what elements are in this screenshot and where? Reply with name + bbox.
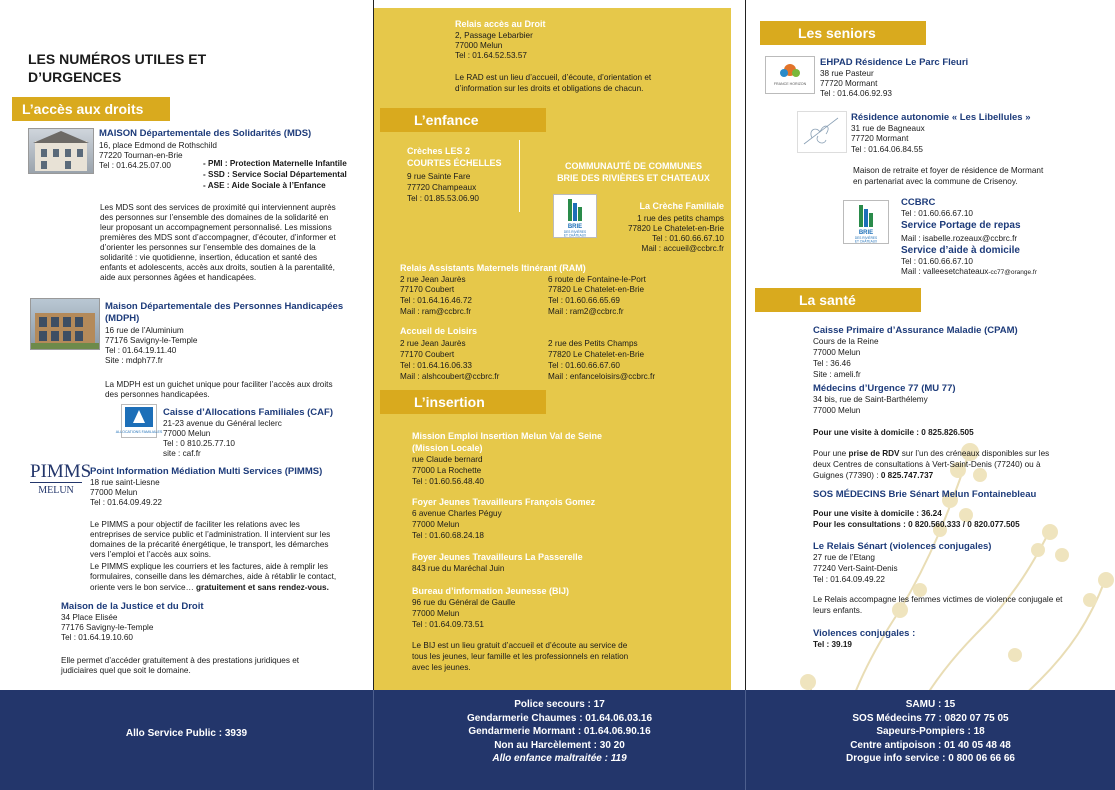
pimms-desc-line: entreprises de service public et l’administration. Il intervient sur les <box>90 530 331 539</box>
footer-middle-block <box>374 698 745 766</box>
footer-antipoison: Centre antipoison : 01 40 05 48 48 <box>850 739 1011 751</box>
ccbrc-seniors-name: CCBRC <box>901 197 936 208</box>
loisirs-right-phone: Tel : 01.60.66.67.60 <box>548 361 620 370</box>
bij-city: 77000 Melun <box>412 609 460 618</box>
mu77-address: 34 bis, rue de Saint-Barthélemy <box>813 395 928 404</box>
loisirs-left-address: 2 rue Jean Jaurès <box>400 339 466 348</box>
rad-desc-line: Le RAD est un lieu d’accueil, d’écoute, d’orientation et <box>455 73 652 82</box>
section-sante: La santé <box>755 288 921 312</box>
pimms-desc-last-normal: oriente vers le bon service… <box>90 583 197 592</box>
ehpad-city: 77720 Mormant <box>820 79 878 88</box>
pimms-city: 77000 Melun <box>90 488 138 497</box>
mdph-name-line-2: (MDPH) <box>105 313 140 324</box>
section-seniors: Les seniors <box>760 21 926 45</box>
pimms-logo-top: PIMMS <box>30 461 92 482</box>
violences-name: Violences conjugales : <box>813 628 916 639</box>
pimms-desc-line: vers l’emploi et l’accès aux soins. <box>90 550 212 559</box>
bij-name: Bureau d’information Jeunesse (BIJ) <box>412 586 570 596</box>
loisirs-right-mail: Mail : enfanceloisirs@ccbrc.fr <box>548 372 656 381</box>
mission-address: rue Claude bernard <box>412 455 483 464</box>
justice-address: 34 Place Elisée <box>61 613 118 622</box>
pimms-desc-last-line <box>90 583 329 593</box>
pimms-desc-last-bold: gratuitement et sans rendez-vous. <box>196 583 329 592</box>
loisirs-right-city: 77820 Le Chatelet-en-Brie <box>548 350 645 359</box>
creche-familiale-city: 77820 Le Chatelet-en-Brie <box>627 224 724 233</box>
ccbrc-seniors-logo-brie: BRIE <box>858 230 874 236</box>
ccbrc-aide-mail <box>901 267 1037 278</box>
mdph-building-photo <box>30 298 100 350</box>
mds-desc-line: aide aux personnes âgées et handicapées. <box>100 273 257 282</box>
fjt-gomez-phone: Tel : 01.60.68.24.18 <box>412 531 484 540</box>
pimms-logo <box>30 461 92 498</box>
ccbrc-seniors-logo-chateaux: ET CHÂTEAUX <box>854 239 878 244</box>
caf-phone: Tel : 0 810.25.77.10 <box>163 439 235 448</box>
ccbrc-seniors-phone: Tel : 01.60.66.67.10 <box>901 209 973 218</box>
relais-senart-desc-line: leurs enfants. <box>813 606 863 615</box>
ccbrc-heading-line-1: COMMUNAUTÉ DE COMMUNES <box>565 161 702 171</box>
creches-name-line-1: Crèches LES 2 <box>407 146 471 156</box>
mds-desc-line: enfants et adolescents, accès aux droits, soutien à la parentalité, <box>100 263 335 272</box>
ram-left-mail: Mail : ram@ccbrc.fr <box>400 307 472 316</box>
sos-medecins-name: SOS MÉDECINS Brie Sénart Melun Fontainebleau <box>813 489 1037 500</box>
footer-service-public: Allo Service Public : 3939 <box>125 728 248 739</box>
ehpad-phone: Tel : 01.64.06.92.93 <box>820 89 892 98</box>
mds-desc-line: premières des MDS sont d’accompagner, d’écouter, d’informer et <box>100 233 336 242</box>
bij-desc-line: Le BIJ est un lieu gratuit d’accueil et d’écoute au service de <box>412 641 628 650</box>
mds-city: 77220 Tournan-en-Brie <box>99 151 183 160</box>
ram-left-phone: Tel : 01.64.16.46.72 <box>400 296 472 305</box>
ccbrc-aide-mail-domain: -cc77@orange.fr <box>988 269 1037 276</box>
ccbrc-portage-title: Service Portage de repas <box>901 220 1021 231</box>
page-title-line-1: LES NUMÉROS UTILES ET <box>28 51 207 67</box>
mds-name: MAISON Départementale des Solidarités (MDS) <box>99 128 312 139</box>
loisirs-left-city: 77170 Coubert <box>400 350 455 359</box>
creches-name-line-2: COURTES ÉCHELLES <box>407 158 502 168</box>
libellules-phone: Tel : 01.64.06.84.55 <box>851 145 923 154</box>
mu77-visit <box>813 428 974 438</box>
rad-city: 77000 Melun <box>455 41 503 50</box>
pimms-desc-line: Le PIMMS explique les courriers et les factures, aide à remplir les <box>90 562 328 571</box>
pimms-phone: Tel : 01.64.09.49.22 <box>90 498 162 507</box>
caf-address: 21-23 avenue du Général leclerc <box>163 419 282 428</box>
libellules-name: Résidence autonomie « Les Libellules » <box>851 112 1031 123</box>
justice-city: 77176 Savigny-le-Temple <box>61 623 154 632</box>
caf-name: Caisse d’Allocations Familiales (CAF) <box>163 407 333 418</box>
ccbrc-logo-brie: BRIE <box>567 224 583 230</box>
justice-name: Maison de la Justice et du Droit <box>61 601 204 612</box>
loisirs-name: Accueil de Loisirs <box>400 326 478 336</box>
fjt-gomez-city: 77000 Melun <box>412 520 460 529</box>
justice-desc-line: Elle permet d’accéder gratuitement à des prestations juridiques et <box>61 656 300 665</box>
creche-familiale-phone: Tel : 01.60.66.67.10 <box>652 234 724 243</box>
creche-familiale-address: 1 rue des petits champs <box>637 214 724 223</box>
caf-site: site : caf.fr <box>163 449 201 458</box>
france-horizon-logo-text: FRANCE HORIZON <box>773 82 807 86</box>
mds-desc-line: d’orienter les personnes sur l’ensemble des domaines de la <box>100 243 316 252</box>
bij-phone: Tel : 01.64.09.73.51 <box>412 620 484 629</box>
france-horizon-logo <box>765 56 815 94</box>
libellules-desc-line: en partenariat avec la commune de Crisenoy. <box>853 177 1018 186</box>
mu77-visit-number: 0 825.826.505 <box>921 428 974 437</box>
footer-harcelement: Non au Harcèlement : 30 20 <box>494 739 625 751</box>
creches-address: 9 rue Sainte Fare <box>407 172 471 181</box>
ccbrc-aide-phone: Tel : 01.60.66.67.10 <box>901 257 973 266</box>
relais-senart-phone: Tel : 01.64.09.49.22 <box>813 575 885 584</box>
mu77-rdv-line-2: deux Centres de consultations à Vert-Saint-Denis (77240) ou à <box>813 460 1041 469</box>
sos-medecins-visit: Pour une visite à domicile : 36.24 <box>813 509 942 518</box>
mu77-rdv-post: sur l’un des créneaux disponibles sur les <box>899 449 1050 458</box>
ram-left-city: 77170 Coubert <box>400 285 455 294</box>
relais-senart-name: Le Relais Sénart (violences conjugales) <box>813 541 992 552</box>
mdph-name-line-1: Maison Départementale des Personnes Handicapées <box>105 301 344 312</box>
fjt-passerelle-address: 843 rue du Maréchal Juin <box>412 564 505 573</box>
ccbrc-portage-mail: Mail : isabelle.rozeaux@ccbrc.fr <box>901 234 1018 243</box>
footer-drogue-info: Drogue info service : 0 800 06 66 66 <box>846 753 1015 764</box>
pimms-desc-line: domaines de la précarité énergétique, le transport, les démarches <box>90 540 329 549</box>
ccbrc-logo-chateaux: ET CHÂTEAUX <box>563 233 587 238</box>
caf-city: 77000 Melun <box>163 429 211 438</box>
mdph-desc-line: des personnes handicapées. <box>105 390 210 399</box>
ccbrc-aide-mail-main: Mail : valleesetchateaux <box>901 267 989 276</box>
libellules-desc-line: Maison de retraite et foyer de résidence de Mormant <box>853 166 1044 175</box>
creches-phone: Tel : 01.85.53.06.90 <box>407 194 479 203</box>
mu77-rdv-bold: prise de RDV <box>848 449 900 458</box>
section-insertion: L’insertion <box>380 390 546 414</box>
pimms-logo-bottom: MELUN <box>38 485 74 496</box>
mdph-address: 16 rue de l’Aluminium <box>105 326 184 335</box>
ram-name: Relais Assistants Maternels Itinérant (RAM) <box>400 263 586 273</box>
caf-logo-text: ALLOCATIONS FAMILIALES <box>115 430 163 434</box>
rad-name: Relais accès au Droit <box>455 19 546 29</box>
column-divider-right <box>745 0 746 690</box>
mission-name-line-2: (Mission Locale) <box>412 443 483 453</box>
cpam-phone: Tel : 36.46 <box>813 359 851 368</box>
footer-police: Police secours : 17 <box>514 699 605 710</box>
ram-right-address: 6 route de Fontaine-le-Port <box>548 275 646 284</box>
footer-sos-medecins: SOS Médecins 77 : 0820 07 75 05 <box>852 712 1009 724</box>
emergency-footer <box>0 690 1115 790</box>
ccbrc-logo-rivieres: DES RIVIÈRES <box>563 230 587 234</box>
loisirs-right-address: 2 rue des Petits Champs <box>548 339 638 348</box>
pimms-desc-line: formulaires, conseille dans les démarches, aide à rétablir le contact, <box>90 572 337 581</box>
fjt-gomez-address: 6 avenue Charles Péguy <box>412 509 502 518</box>
cpam-address: Cours de la Reine <box>813 337 879 346</box>
mdph-site: Site : mdph77.fr <box>105 356 163 365</box>
caf-logo <box>115 404 163 438</box>
relais-senart-address: 27 rue de l’Etang <box>813 553 875 562</box>
enfance-divider <box>519 140 520 212</box>
ccbrc-heading-line-2: BRIE DES RIVIÈRES ET CHATEAUX <box>557 173 710 183</box>
creche-familiale-mail: Mail : accueil@ccbrc.fr <box>641 244 724 253</box>
mission-city: 77000 La Rochette <box>412 466 482 475</box>
mds-building-photo <box>28 128 94 174</box>
mds-desc-line: des personnes sur l’ensemble des domaines de la solidarité en <box>100 213 329 222</box>
ram-left-address: 2 rue Jean Jaurès <box>400 275 466 284</box>
ehpad-address: 38 rue Pasteur <box>820 69 874 78</box>
mds-service-ase: - ASE : Aide Sociale à l’Enfance <box>203 181 326 190</box>
fjt-gomez-name: Foyer Jeunes Travailleurs François Gomez <box>412 497 596 507</box>
mds-service-ssd: - SSD : Service Social Départemental <box>203 170 347 179</box>
mds-desc-line: Les MDS sont des services de proximité qui interviennent auprès <box>100 203 336 212</box>
fjt-passerelle-name: Foyer Jeunes Travailleurs La Passerelle <box>412 552 583 562</box>
pimms-name: Point Information Médiation Multi Services (PIMMS) <box>90 466 323 477</box>
mu77-visit-label: Pour une visite à domicile : <box>813 428 922 437</box>
mu77-city: 77000 Melun <box>813 406 861 415</box>
footer-samu: SAMU : 15 <box>905 699 956 710</box>
mds-address: 16, place Edmond de Rothschild <box>99 141 217 150</box>
mds-desc-line: solidarité : vie quotidienne, insertion, éducation et santé des <box>100 253 318 262</box>
relais-senart-city: 77240 Vert-Saint-Denis <box>813 564 898 573</box>
mu77-rdv-pre: Pour une <box>813 449 849 458</box>
cpam-site: Site : ameli.fr <box>813 370 861 379</box>
sos-medecins-consult: Pour les consultations : 0 820.560.333 / 0 820.077.505 <box>813 520 1020 529</box>
relais-senart-desc-line: Le Relais accompagne les femmes victimes de violence conjugale et <box>813 595 1063 604</box>
section-enfance: L’enfance <box>380 108 546 132</box>
bij-address: 96 rue du Général de Gaulle <box>412 598 516 607</box>
bij-desc-line: avec les jeunes. <box>412 663 471 672</box>
cpam-city: 77000 Melun <box>813 348 861 357</box>
mdph-city: 77176 Savigny-le-Temple <box>105 336 198 345</box>
mu77-rdv-line-1 <box>813 449 1049 459</box>
mds-service-pmi: - PMI : Protection Maternelle Infantile <box>203 159 347 168</box>
loisirs-left-mail: Mail : alshcoubert@ccbrc.fr <box>400 372 500 381</box>
footer-gendarmerie-mormant: Gendarmerie Mormant : 01.64.06.90.16 <box>468 726 651 737</box>
rad-address: 2, Passage Lebarbier <box>455 31 533 40</box>
footer-right-block <box>746 698 1115 766</box>
justice-desc-line: judiciaires quel que soit le domaine. <box>61 666 191 675</box>
page-title-line-2: D’URGENCES <box>28 69 122 85</box>
ram-right-phone: Tel : 01.60.66.65.69 <box>548 296 620 305</box>
mds-phone: Tel : 01.64.25.07.00 <box>99 161 171 170</box>
mdph-desc-line: La MDPH est un guichet unique pour faciliter l’accès aux droits <box>105 380 333 389</box>
ccbrc-seniors-logo <box>843 200 889 244</box>
footer-gendarmerie-chaumes: Gendarmerie Chaumes : 01.64.06.03.16 <box>466 712 653 724</box>
ccbrc-logo <box>553 194 597 238</box>
justice-phone: Tel : 01.64.19.10.60 <box>61 633 133 642</box>
mdph-phone: Tel : 01.64.19.11.40 <box>105 346 177 355</box>
libellules-address: 31 rue de Bagneaux <box>851 124 925 133</box>
libellules-logo <box>797 111 847 153</box>
creche-familiale-name: La Crèche Familiale <box>639 201 724 211</box>
ram-right-city: 77820 Le Chatelet-en-Brie <box>548 285 645 294</box>
mds-desc-line: leur proposant un accompagnement personnalisé. Les missions <box>100 223 332 232</box>
ehpad-name: EHPAD Résidence Le Parc Fleuri <box>820 57 969 68</box>
loisirs-left-phone: Tel : 01.64.16.06.33 <box>400 361 472 370</box>
ram-right-mail: Mail : ram2@ccbrc.fr <box>548 307 624 316</box>
column-divider-left <box>373 0 374 690</box>
mu77-name: Médecins d’Urgence 77 (MU 77) <box>813 383 956 394</box>
mu77-rdv-line-3 <box>813 471 933 481</box>
mu77-rdv-last-number: 0 825.747.737 <box>880 471 934 480</box>
libellules-city: 77720 Mormant <box>851 134 909 143</box>
mu77-rdv-last-pre: Guignes (77390) : <box>813 471 881 480</box>
section-acces-droits: L’accès aux droits <box>12 97 170 121</box>
footer-enfance-maltraitee: Allo enfance maltraitée : 119 <box>492 753 627 764</box>
bij-desc-line: tous les jeunes, leur famille et les professionnels en relation <box>412 652 629 661</box>
mission-name-line-1: Mission Emploi Insertion Melun Val de Seine <box>412 431 603 441</box>
cpam-name: Caisse Primaire d’Assurance Maladie (CPAM) <box>813 325 1018 336</box>
pimms-desc-line: Le PIMMS a pour objectif de faciliter les relations avec les <box>90 520 300 529</box>
ccbrc-aide-title: Service d’aide à domicile <box>901 245 1020 256</box>
violences-phone: Tel : 39.19 <box>813 640 852 649</box>
creches-city: 77720 Champeaux <box>407 183 477 192</box>
mission-phone: Tel : 01.60.56.48.40 <box>412 477 484 486</box>
pimms-address: 18 rue saint-Liesne <box>90 478 160 487</box>
rad-phone: Tel : 01.64.52.53.57 <box>455 51 527 60</box>
footer-pompiers: Sapeurs-Pompiers : 18 <box>876 726 985 737</box>
rad-desc-line: d’information sur les droits et obligations de chacun. <box>455 84 644 93</box>
ccbrc-seniors-logo-rivieres: DES RIVIÈRES <box>854 236 878 240</box>
